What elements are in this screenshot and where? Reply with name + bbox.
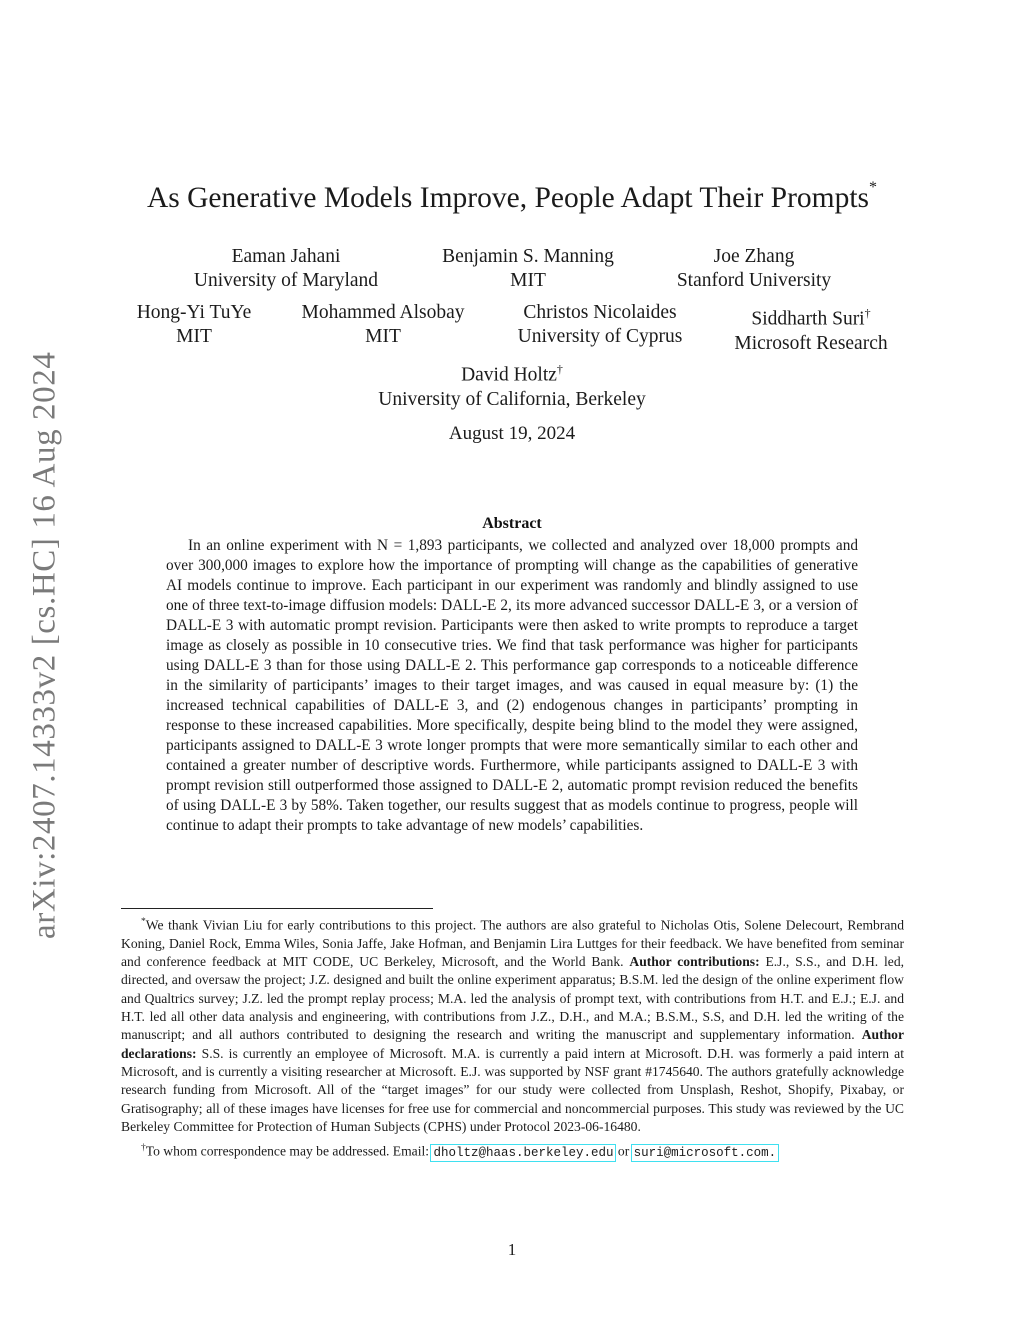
correspondence-mark: † — [864, 306, 871, 320]
author-name — [378, 357, 646, 388]
author-name-text: Siddharth Suri — [751, 308, 865, 330]
footnote-correspondence — [121, 1139, 904, 1162]
conjunction: or — [617, 1143, 630, 1159]
abstract-heading: Abstract — [482, 515, 542, 532]
author-block — [194, 245, 378, 293]
footnotes — [121, 913, 904, 1162]
footnote-text: To whom correspondence may be addressed. Email: — [145, 1143, 430, 1159]
footnote-acknowledgements — [121, 913, 904, 1136]
footnote-rule — [121, 908, 433, 909]
author-block — [677, 245, 831, 293]
footnote-mark: † — [141, 1143, 146, 1154]
publication-date: August 19, 2024 — [448, 423, 576, 444]
title-footnote-mark: * — [869, 179, 878, 197]
author-declarations-label: Author declarations: — [121, 1027, 904, 1061]
title-text: As Generative Models Improve, People Adapt Their Prompts — [146, 182, 870, 214]
email-link-suri[interactable]: suri@microsoft.com. — [633, 1145, 777, 1160]
arxiv-identifier: arXiv:2407.14333v2 [cs.HC] 16 Aug 2024 — [26, 351, 63, 939]
author-name: Benjamin S. Manning — [442, 246, 614, 267]
paper-title — [0, 179, 1024, 215]
correspondence-mark: † — [556, 362, 563, 376]
author-block — [137, 301, 252, 349]
page-number: 1 — [507, 1240, 517, 1259]
author-block — [301, 301, 464, 349]
author-affiliation: MIT — [365, 326, 401, 347]
footnote-text: We thank Vivian Liu for early contributions to this project. The authors are also grateful to Nicholas Otis, Solene Delecourt, Rembrand Koning, Daniel Rock, Emma Wiles, Sonia Jaffe, Jake Hofman, and Benjamin Lira Luttges for their feedback. We have benefited from seminar and conference feedback at MIT CODE, UC Berkeley, Microsoft, and the World Bank. — [121, 917, 904, 970]
author-block — [734, 301, 887, 356]
footnote-text: E.J., S.S., and D.H. led, directed, and oversaw the project; J.Z. designed and built the online experiment apparatus; B.S.M. led the design of the online experiment flow and Qualtrics survey; J.Z. led the prompt replay process; M.A. led the analysis of prompt text, with contributions from H.T. and E.J.; E.J. and H.T. led all other data analysis and engineering, with contributions from J.Z., D.H., and M.A.; B.S.M., S.S, and D.H. led the writing of the manuscript; and all authors contributed to designing the research and writing the manuscript and supplementary information. — [121, 954, 905, 1043]
footnote-mark: * — [141, 917, 146, 927]
author-name: Christos Nicolaides — [523, 302, 677, 323]
author-name: Joe Zhang — [713, 246, 795, 267]
author-block — [442, 245, 614, 293]
abstract-text: In an online experiment with N = 1,893 participants, we collected and analyzed over 18,000 prompts and over 300,000 images to explore how the importance of prompting will change as the capabilities of generative AI models continue to improve. Each participant in our experiment was randomly and blindly assigned to use one of three text-to-image diffusion models: DALL-E 2, its more advanced successor DALL-E 3, or a version of DALL-E 3 with automatic prompt revision. Participants were then asked to write prompts to reproduce a target image as closely as possible in 10 consecutive tries. We find that task performance was higher for participants using DALL-E 3 than for those using DALL-E 2. This performance gap corresponds to a noticeable difference in the similarity of participants’ images to their target images, and was caused in equal measure by: (1) the increased technical capabilities of DALL-E 3, and (2) endogenous changes in participants’ prompting in response to these increased capabilities. More specifically, despite being blind to the model they were assigned, participants assigned to DALL-E 3 wrote longer prompts that were more semantically similar to each other and contained a greater number of descriptive words. Furthermore, while participants assigned to DALL-E 3 with prompt revision still outperformed those assigned to DALL-E 2, automatic prompt revision reduced the benefits of using DALL-E 3 by 58%. Taken together, our results suggest that as models continue to progress, people will continue to adapt their prompts to take advantage of new models’ capabilities. — [166, 537, 858, 834]
author-name: Mohammed Alsobay — [301, 302, 465, 323]
author-block — [378, 357, 646, 412]
author-affiliation: University of Maryland — [193, 270, 379, 291]
author-affiliation: University of Cyprus — [517, 326, 683, 347]
author-name — [734, 301, 887, 332]
email-link-holtz[interactable]: dholtz@haas.berkeley.edu — [433, 1145, 614, 1160]
author-contributions-label: Author contributions: — [629, 954, 760, 970]
author-affiliation: University of California, Berkeley — [378, 388, 646, 410]
author-name: Eaman Jahani — [231, 246, 341, 267]
author-name-text: David Holtz — [461, 364, 557, 386]
author-affiliation: MIT — [510, 270, 546, 291]
author-affiliation: MIT — [176, 326, 212, 347]
author-name: Hong-Yi TuYe — [136, 302, 252, 323]
footnote-text: S.S. is currently an employee of Microsoft. M.A. is currently a paid intern at Microsoft. D.H. was formerly a paid intern at Microsoft, and is currently a visiting researcher at Microsoft. E.J. was supported by NSF grant #1745640. The authors gratefully acknowledge research funding from Microsoft. All of the “target images” for our study were collected from Unsplash, Reshot, Shopify, Pixabay, or Gratisography; all of these images have licenses for free use for commercial and noncommercial purposes. This study was reviewed by the UC Berkeley Committee for Protection of Human Subjects (CPHS) under Protocol 2023-06-16480. — [121, 1045, 904, 1134]
author-affiliation: Microsoft Research — [734, 332, 888, 354]
author-block — [518, 301, 683, 349]
author-affiliation: Stanford University — [676, 270, 832, 291]
